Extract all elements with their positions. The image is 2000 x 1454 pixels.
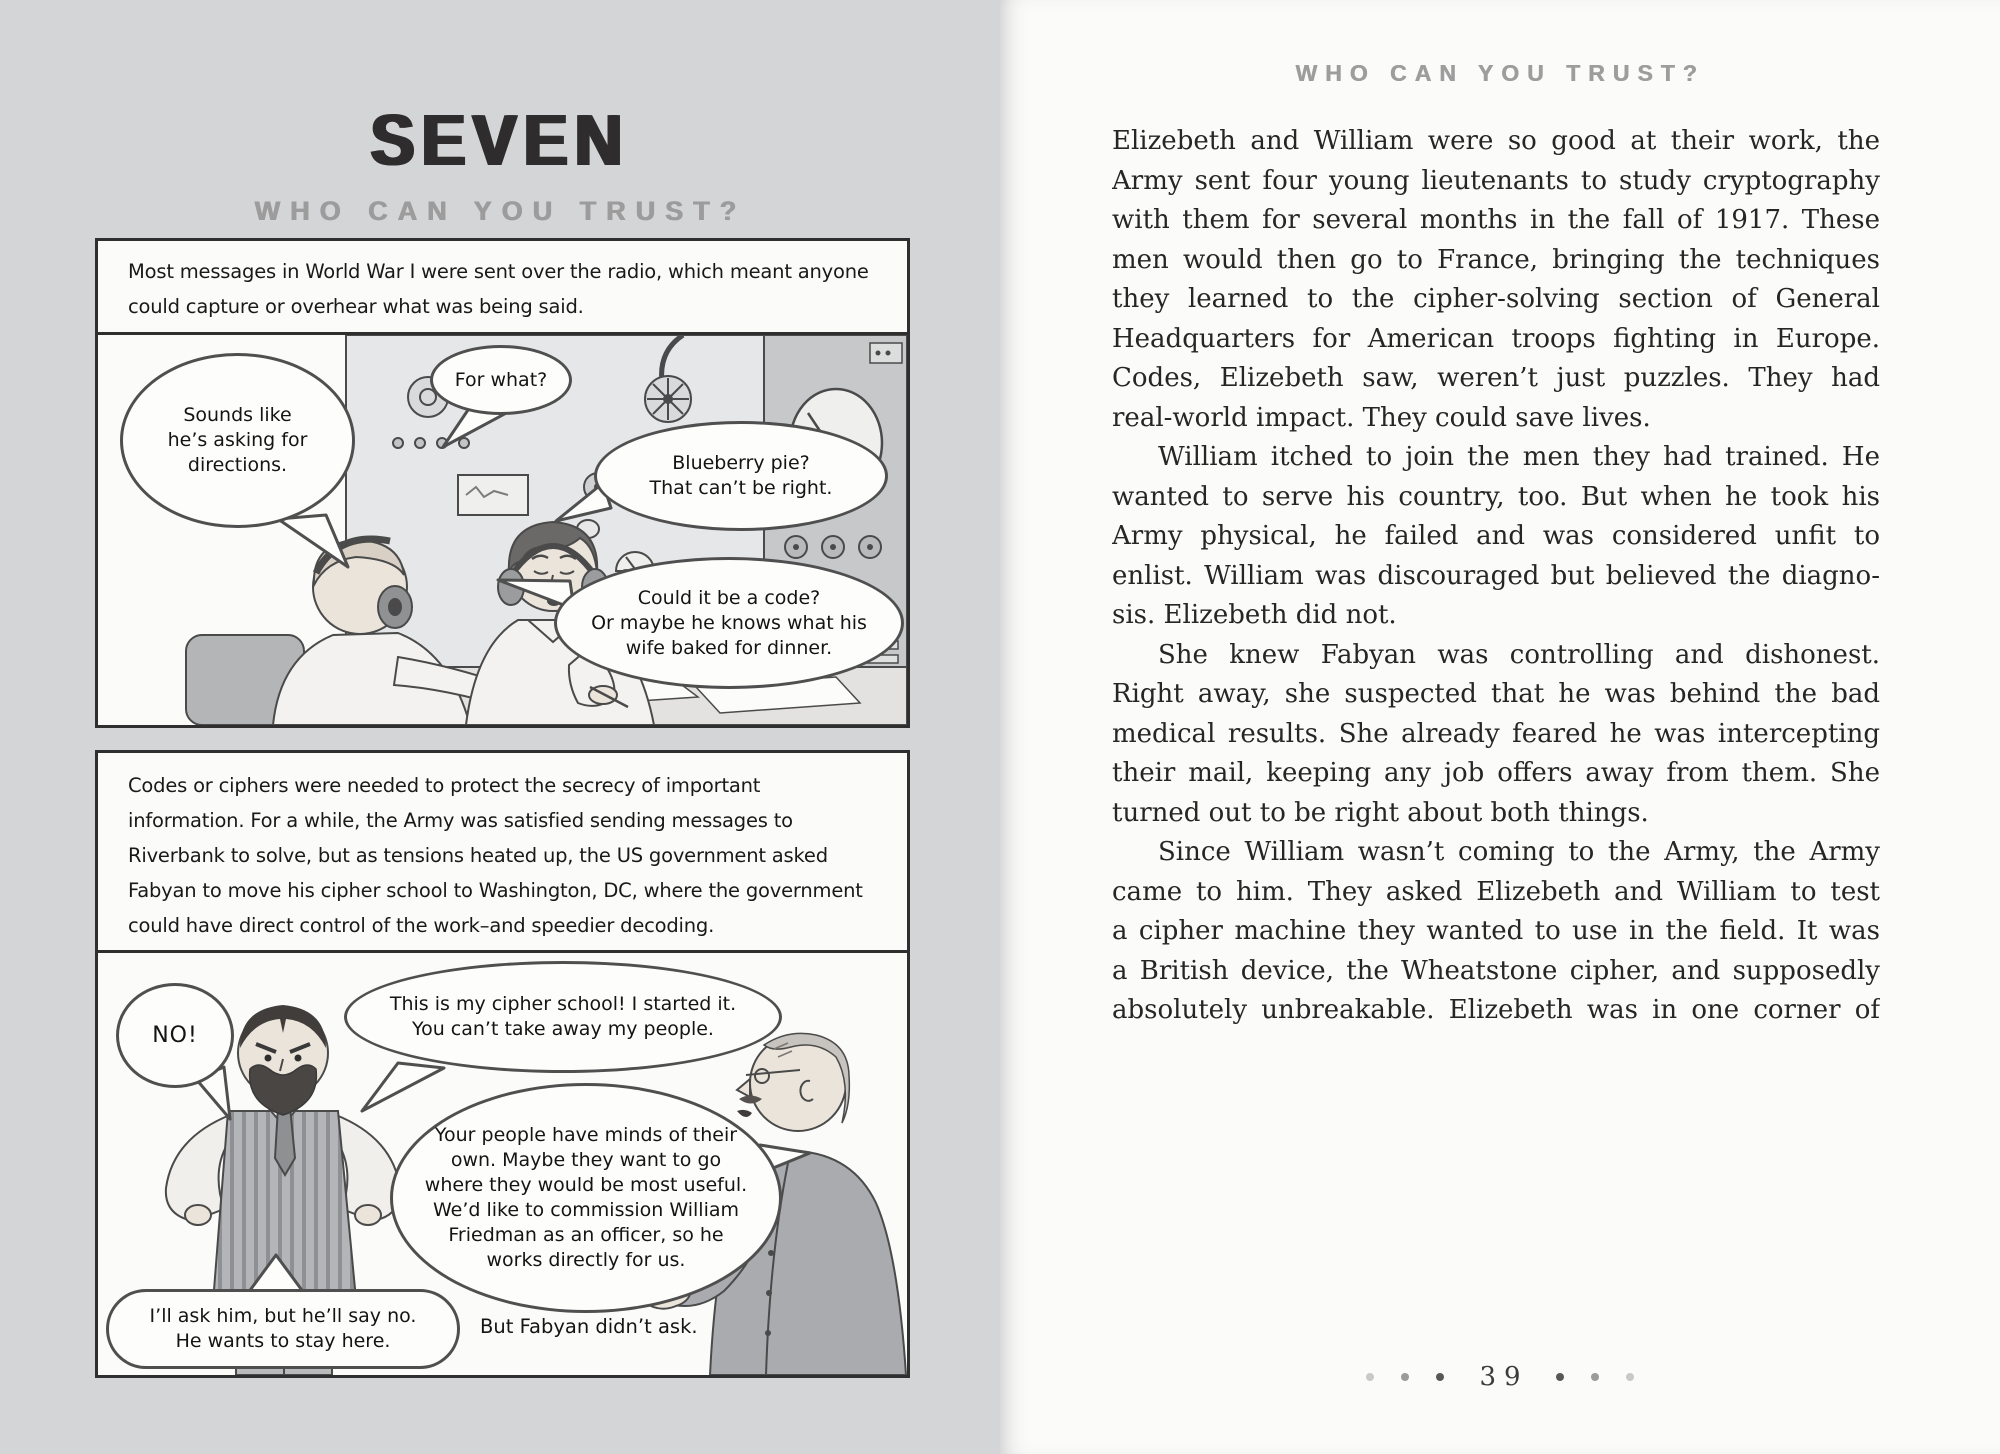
right-page (1000, 0, 2000, 1454)
body-line: Army physical, he failed and was considered unfit to (1112, 521, 1880, 551)
body-line: their mail, keeping any job offers away from them. She (1112, 758, 1880, 788)
comic-panel-2 (95, 750, 910, 1378)
body-line: enlist. William was discouraged but believed the diagno- (1112, 560, 1880, 591)
fabyan-argument-illustration (98, 953, 907, 1375)
body-line: came to him. They asked Elizebeth and William to test (1112, 876, 1880, 907)
ornament-dot-icon (1556, 1373, 1564, 1381)
speech-bubble-no: NO! (116, 983, 234, 1088)
page-number: 39 (1479, 1362, 1529, 1392)
body-line: men would then go to France, bringing the techniques (1112, 244, 1880, 275)
radio-room-illustration (98, 335, 907, 725)
body-line: turned out to be right about both things. (1112, 797, 1649, 828)
speech-bubble-sounds-like: Sounds like he’s asking for directions. (120, 353, 355, 528)
caption-line: could capture or overhear what was being said. (128, 295, 584, 318)
ornament-dot-icon (1591, 1373, 1599, 1381)
ornament-dot-icon (1436, 1373, 1444, 1381)
body-text (1112, 122, 1880, 1031)
body-line: Since William wasn’t coming to the Army, the Army (1158, 837, 1880, 867)
body-line: Army sent four young lieutenants to study cryptography (1112, 165, 1880, 196)
ornament-dot-icon (1626, 1373, 1634, 1381)
caption-line: Riverbank to solve, but as tensions heated up, the US government asked (128, 844, 828, 867)
body-line: real-world impact. They could save lives. (1112, 402, 1651, 433)
caption-line: Fabyan to move his cipher school to Washington, DC, where the government (128, 879, 863, 902)
running-header: WHO CAN YOU TRUST? (1295, 60, 1705, 86)
body-line: Elizebeth and William were so good at their work, the (1112, 126, 1880, 156)
body-line: Headquarters for American troops fighting in Europe. (1112, 323, 1880, 354)
caption-line: Most messages in World War I were sent over the radio, which meant anyone (128, 260, 869, 283)
panel-1-caption (98, 241, 907, 335)
speech-bubble-cipher-school: This is my cipher school! I started it. You can’t take away my people. (344, 961, 782, 1073)
panel-2-caption (98, 753, 907, 953)
page-footer (1000, 1362, 2000, 1392)
body-line: with them for several months in the fall of 1917. These (1112, 205, 1880, 235)
body-line: they learned to the cipher-solving section of General (1112, 284, 1880, 314)
ornament-dot-icon (1401, 1373, 1409, 1381)
body-line: Codes, Elizebeth saw, weren’t just puzzles. They had (1112, 363, 1880, 393)
panel-2-inline-caption: But Fabyan didn’t ask. (480, 1315, 698, 1338)
comic-panel-1 (95, 238, 910, 728)
speech-bubble-blueberry: Blueberry pie? That can’t be right. (594, 421, 888, 531)
speech-bubble-your-people: Your people have minds of their own. Maybe they want to go where they would be most useful. We’d like to commission William Friedman as an officer, so he works directly for us. (390, 1083, 782, 1313)
body-line: William itched to join the men they had trained. He (1158, 442, 1880, 472)
caption-line: could have direct control of the work–and speedier decoding. (128, 914, 715, 937)
body-line: a cipher machine they wanted to use in the field. It was (1112, 916, 1880, 946)
chapter-title: WHO CAN YOU TRUST? (254, 196, 746, 226)
body-line: medical results. She already feared he was intercepting (1112, 718, 1880, 749)
speech-bubble-code: Could it be a code? Or maybe he knows what his wife baked for dinner. (554, 557, 904, 689)
body-line: absolutely unbreakable. Elizebeth was in one corner of (1112, 995, 1880, 1025)
body-line: Right away, she suspected that he was behind the bad (1112, 679, 1880, 709)
body-line: a British device, the Wheatstone cipher, and supposedly (1112, 955, 1880, 986)
speech-bubble-ask-him: I’ll ask him, but he’ll say no. He wants to stay here. (106, 1289, 460, 1369)
speech-bubble-for-what: For what? (430, 345, 572, 415)
chapter-number: SEVEN (370, 99, 630, 181)
body-line: She knew Fabyan was controlling and dishonest. (1158, 639, 1880, 670)
body-line: sis. Elizebeth did not. (1112, 600, 1397, 630)
caption-line: information. For a while, the Army was satisfied sending messages to (128, 809, 793, 832)
ornament-dot-icon (1366, 1373, 1374, 1381)
body-line: wanted to serve his country, too. But when he took his (1112, 481, 1880, 512)
caption-line: Codes or ciphers were needed to protect the secrecy of important (128, 774, 761, 797)
